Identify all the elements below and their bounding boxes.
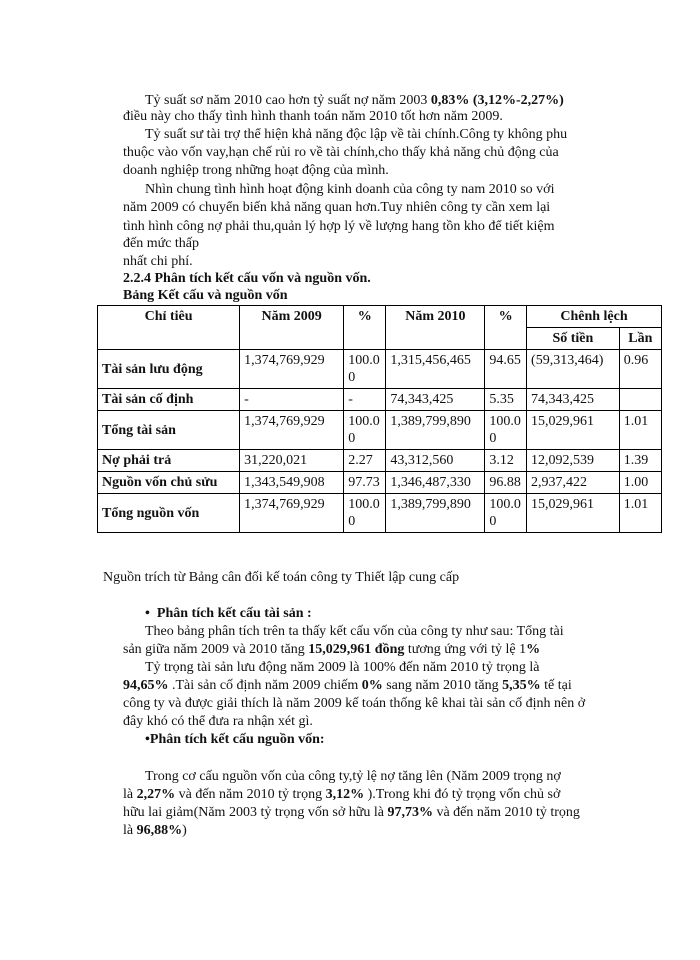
table-row bbox=[98, 411, 662, 450]
bullet-icon: • bbox=[145, 732, 150, 747]
table-header-row bbox=[98, 306, 662, 328]
analysis1-line-5: công ty và được giải thích là năm 2009 kế toán thống kê khai tài sản cố định nên ở bbox=[123, 696, 586, 711]
cell-2010: 74,343,425 bbox=[386, 389, 485, 411]
cell-pct-2009: 100.00 bbox=[344, 350, 386, 389]
cell-lan: 1.01 bbox=[619, 411, 661, 450]
cell-lan: 1.01 bbox=[619, 494, 661, 533]
intro-line-2: điều này cho thấy tình hình thanh toán năm 2010 tốt hơn năm 2009. bbox=[123, 109, 503, 124]
cell-2009: - bbox=[240, 389, 344, 411]
cell-lan bbox=[619, 389, 661, 411]
cell-so-tien: 15,029,961 bbox=[527, 494, 620, 533]
cell-pct-2010: 100.00 bbox=[485, 411, 527, 450]
table-row bbox=[98, 450, 662, 472]
analysis1-line-3: Tỷ trọng tài sản lưu động năm 2009 là 100% đến năm 2010 tỷ trọng là bbox=[145, 660, 540, 675]
bullet-1-heading: • Phân tích kết cấu tài sản : bbox=[145, 606, 312, 621]
cell-so-tien: 12,092,539 bbox=[527, 450, 620, 472]
cell-2010: 1,346,487,330 bbox=[386, 472, 485, 494]
row-label: Tài sản lưu động bbox=[98, 350, 240, 389]
cell-pct-2009: 100.00 bbox=[344, 411, 386, 450]
bullet-2-heading: •Phân tích kết cấu nguồn vốn: bbox=[145, 732, 325, 747]
cell-2010: 43,312,560 bbox=[386, 450, 485, 472]
analysis2-line-4: là 96,88%) bbox=[123, 823, 187, 838]
intro-line-6: Nhìn chung tình hình hoạt động kinh doanh của công ty nam 2010 so với bbox=[145, 182, 555, 197]
table-row bbox=[98, 350, 662, 389]
source-note: Nguồn trích từ Bảng cân đối kế toán công ty Thiết lập cung cấp bbox=[103, 570, 460, 585]
cell-so-tien: 2,937,422 bbox=[527, 472, 620, 494]
cell-pct-2009: 100.00 bbox=[344, 494, 386, 533]
header-chenh-lech: Chênh lệch bbox=[527, 306, 662, 328]
analysis1-line-1: Theo bảng phân tích trên ta thấy kết cấu vốn của công ty như sau: Tổng tài bbox=[145, 624, 564, 639]
analysis1-line-6: đây khó có thể đưa ra nhận xét gì. bbox=[123, 714, 313, 729]
section-heading: 2.2.4 Phân tích kết cấu vốn và nguồn vốn. bbox=[123, 271, 371, 286]
analysis2-line-3: hữu lai giảm(Năm 2003 tỷ trọng vốn sở hữu là 97,73% và đến năm 2010 tỷ trọng bbox=[123, 805, 580, 820]
cell-2009: 1,343,549,908 bbox=[240, 472, 344, 494]
intro-line-8: tình hình công nợ phải thu,quản lý hợp lý về lượng hang tồn kho để tiết kiệm bbox=[123, 219, 555, 234]
cell-so-tien: 15,029,961 bbox=[527, 411, 620, 450]
cell-2009: 1,374,769,929 bbox=[240, 411, 344, 450]
row-label: Nợ phải trả bbox=[98, 450, 240, 472]
cell-pct-2009: - bbox=[344, 389, 386, 411]
intro-line-9: đến mức thấp bbox=[123, 236, 200, 251]
header-nam-2009: Năm 2009 bbox=[240, 306, 344, 350]
bullet-icon: • bbox=[145, 606, 150, 621]
row-label: Nguồn vốn chủ sửu bbox=[98, 472, 240, 494]
capital-structure-table bbox=[97, 305, 662, 533]
analysis2-line-1: Trong cơ cấu nguồn vốn của công ty,tỷ lệ nợ tăng lên (Năm 2009 trọng nợ bbox=[145, 769, 561, 784]
cell-lan: 1.39 bbox=[619, 450, 661, 472]
intro-line-3: Tỷ suất sư tài trợ thể hiện khả năng độc lập về tài chính.Công ty không phu bbox=[145, 127, 568, 142]
intro-line-7: năm 2009 có chuyển biến khả năng quan hơn.Tuy nhiên công ty cần xem lại bbox=[123, 200, 551, 215]
table-row bbox=[98, 389, 662, 411]
cell-pct-2010: 3.12 bbox=[485, 450, 527, 472]
intro-line-4: thuộc vào vốn vay,hạn chế rủi ro về tài chính,cho thấy khả năng chủ động của bbox=[123, 145, 559, 160]
cell-pct-2010: 5.35 bbox=[485, 389, 527, 411]
cell-2010: 1,389,799,890 bbox=[386, 411, 485, 450]
table-row bbox=[98, 494, 662, 533]
analysis1-line-2: sản giữa năm 2009 và 2010 tăng 15,029,961 đồng tương ứng với tỷ lệ 1% bbox=[123, 642, 541, 657]
cell-2010: 1,315,456,465 bbox=[386, 350, 485, 389]
header-lan: Lần bbox=[619, 328, 661, 350]
cell-2009: 1,374,769,929 bbox=[240, 494, 344, 533]
header-so-tien: Số tiền bbox=[527, 328, 620, 350]
intro-line-5: doanh nghiệp trong những hoạt động của mình. bbox=[123, 163, 389, 178]
header-nam-2010: Năm 2010 bbox=[386, 306, 485, 350]
header-pct-2009: % bbox=[344, 306, 386, 350]
analysis1-line-4: 94,65% .Tài sản cố định năm 2009 chiếm 0% sang năm 2010 tăng 5,35% tế tại bbox=[123, 678, 572, 693]
table-row bbox=[98, 472, 662, 494]
cell-pct-2010: 100.00 bbox=[485, 494, 527, 533]
cell-2009: 31,220,021 bbox=[240, 450, 344, 472]
header-chi-tieu: Chỉ tiêu bbox=[98, 306, 240, 350]
header-pct-2010: % bbox=[485, 306, 527, 350]
intro-line-10: nhất chi phí. bbox=[123, 254, 193, 269]
cell-pct-2009: 2.27 bbox=[344, 450, 386, 472]
cell-2010: 1,389,799,890 bbox=[386, 494, 485, 533]
cell-so-tien: 74,343,425 bbox=[527, 389, 620, 411]
row-label: Tài sản cố định bbox=[98, 389, 240, 411]
cell-so-tien: (59,313,464) bbox=[527, 350, 620, 389]
cell-lan: 1.00 bbox=[619, 472, 661, 494]
intro-line-1: Tỷ suất sơ năm 2010 cao hơn tỷ suất nợ năm 2003 0,83% (3,12%-2,27%) bbox=[145, 93, 564, 108]
cell-2009: 1,374,769,929 bbox=[240, 350, 344, 389]
row-label: Tổng nguồn vốn bbox=[98, 494, 240, 533]
cell-lan: 0.96 bbox=[619, 350, 661, 389]
cell-pct-2009: 97.73 bbox=[344, 472, 386, 494]
analysis2-line-2: là 2,27% và đến năm 2010 tỷ trọng 3,12% ).Trong khi đó tỷ trọng vốn chủ sở bbox=[123, 787, 561, 802]
cell-pct-2010: 94.65 bbox=[485, 350, 527, 389]
cell-pct-2010: 96.88 bbox=[485, 472, 527, 494]
table-title: Bảng Kết cấu và nguồn vốn bbox=[123, 288, 288, 303]
row-label: Tổng tài sản bbox=[98, 411, 240, 450]
